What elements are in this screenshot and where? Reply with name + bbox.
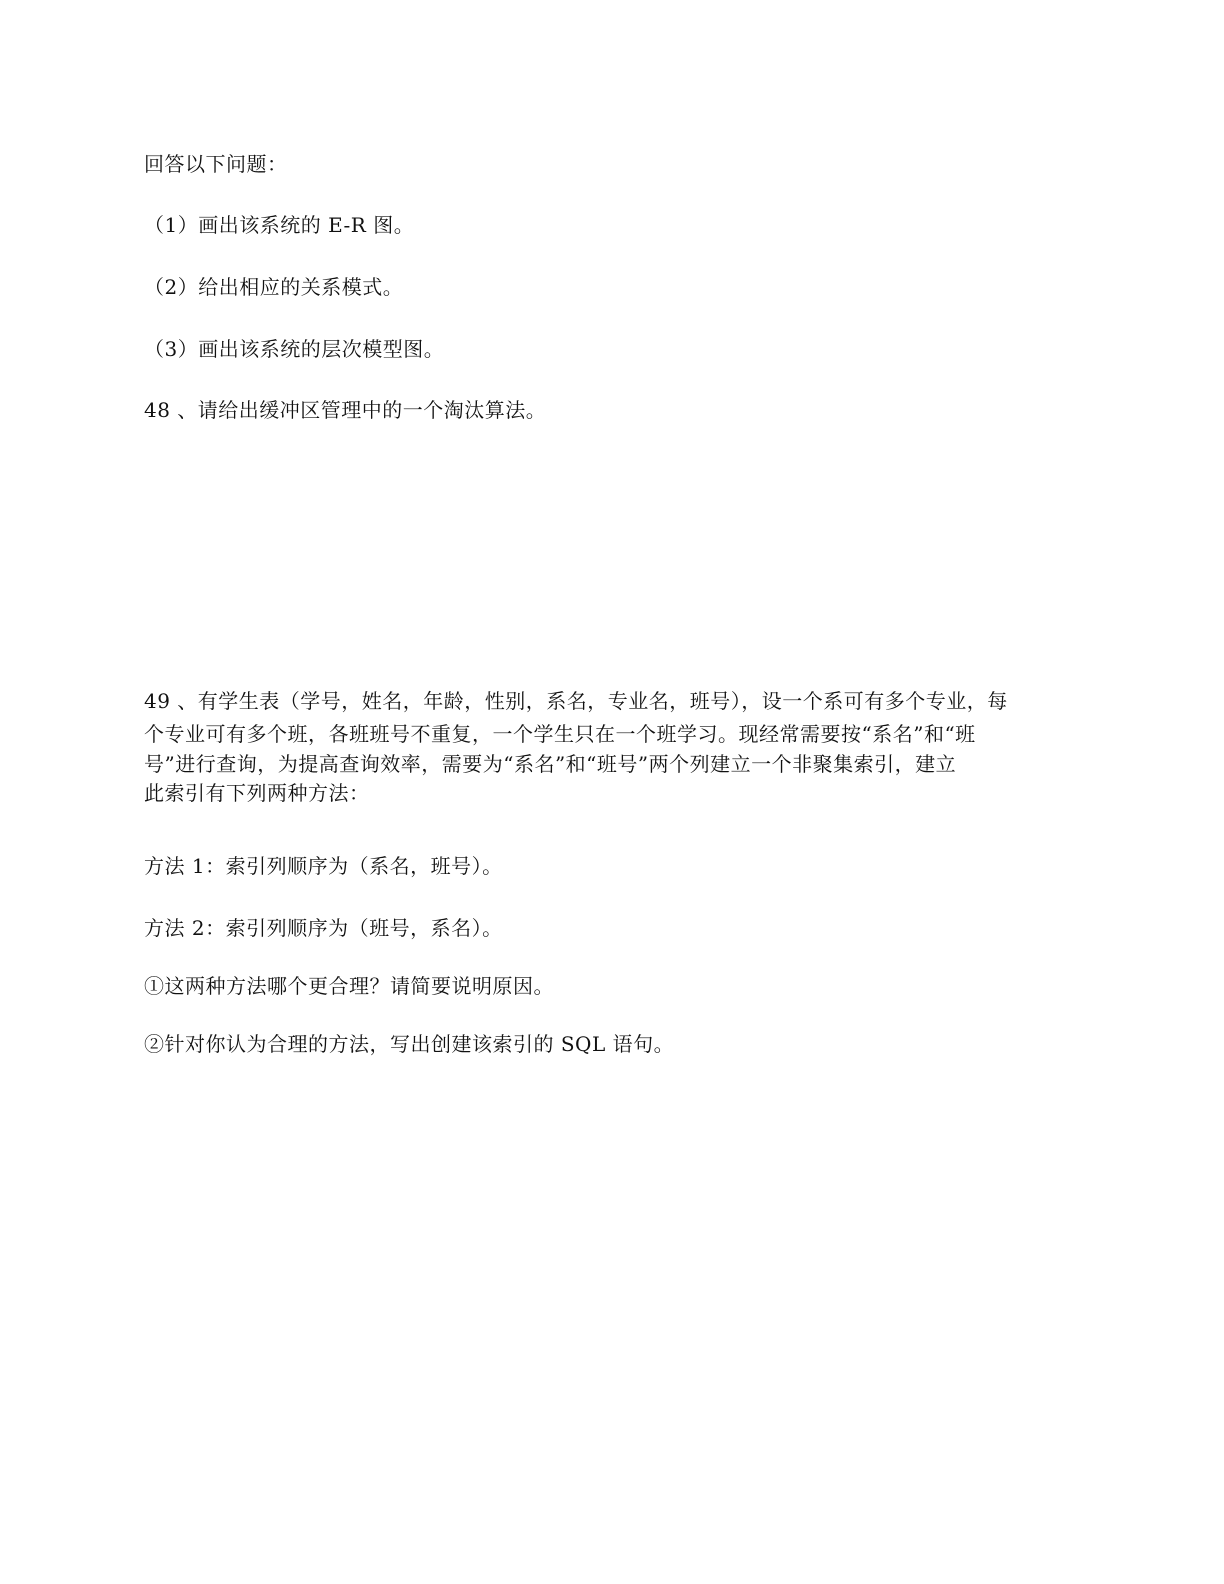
question-item-2: （2）给出相应的关系模式。: [144, 275, 404, 299]
question-49-line-3: 号”进行查询，为提高查询效率，需要为“系名”和“班号”两个列建立一个非聚集索引，建立: [144, 752, 957, 776]
question-49-line-2: 个专业可有多个班，各班班号不重复，一个学生只在一个班学习。现经常需要按“系名”和“班: [144, 722, 976, 746]
question-48: 48 、请给出缓冲区管理中的一个淘汰算法。: [144, 398, 547, 422]
question-49-line-1: 49 、有学生表（学号，姓名，年龄，性别，系名，专业名，班号），设一个系可有多个专业，每: [144, 689, 1008, 713]
question-item-1: （1）画出该系统的 E-R 图。: [144, 213, 415, 237]
method-2: 方法 2：索引列顺序为（班号，系名）。: [144, 916, 503, 940]
intro-text: 回答以下问题：: [144, 152, 288, 176]
question-49-line-4: 此索引有下列两种方法：: [144, 781, 370, 805]
sub-question-2: ②针对你认为合理的方法，写出创建该索引的 SQL 语句。: [144, 1032, 675, 1056]
sub-question-1: ①这两种方法哪个更合理？请简要说明原因。: [144, 974, 554, 998]
question-49-body: [144, 685, 1064, 810]
method-1: 方法 1：索引列顺序为（系名，班号）。: [144, 854, 503, 878]
question-item-3: （3）画出该系统的层次模型图。: [144, 337, 445, 361]
